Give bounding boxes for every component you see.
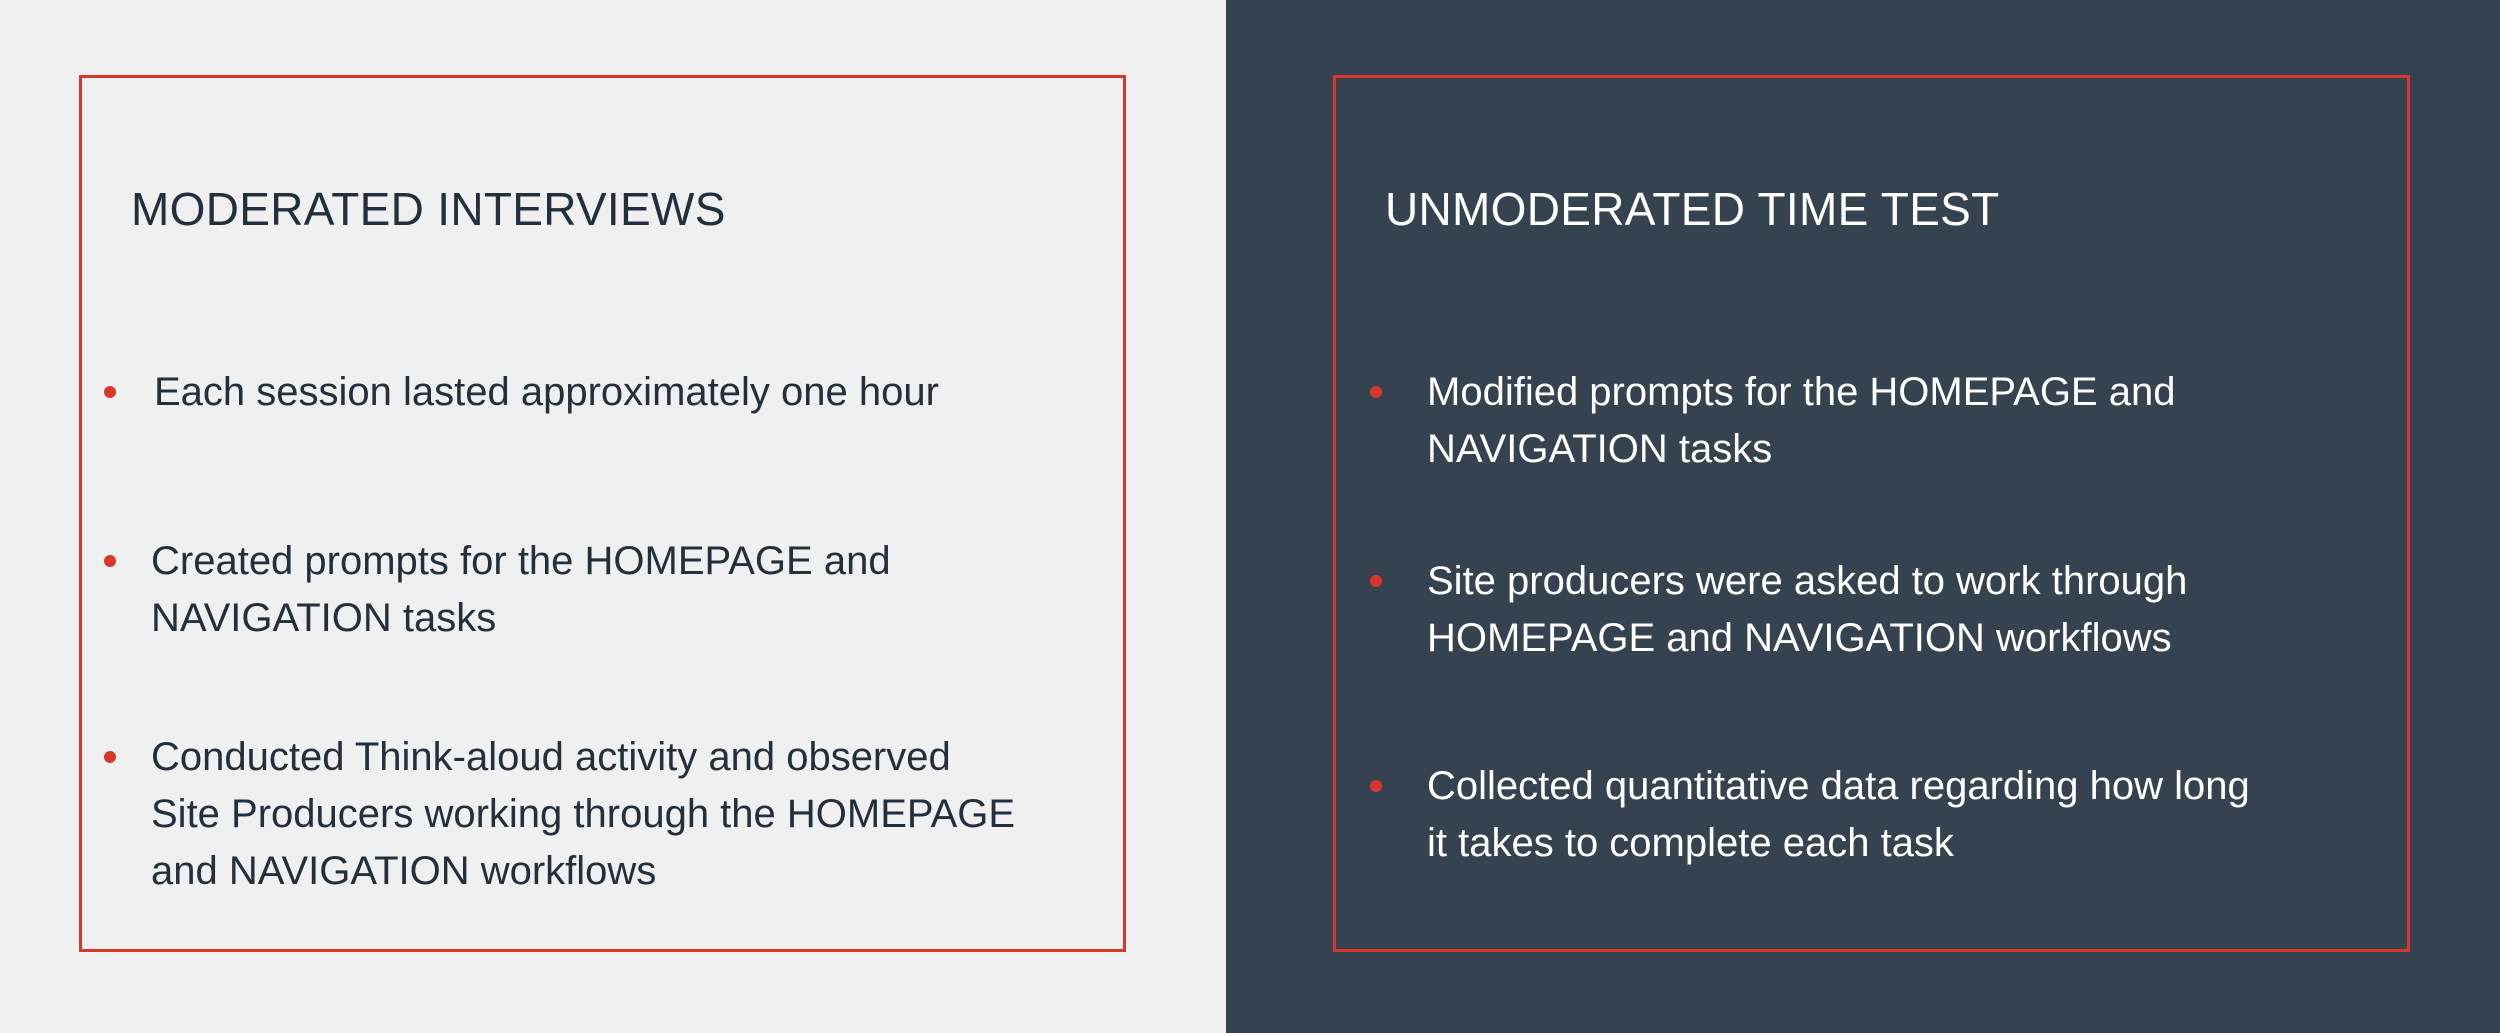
bullet-text-line: HOMEPAGE and NAVIGATION workflows (1427, 616, 2172, 660)
moderated-interviews-card (79, 75, 1126, 952)
bullet-text-line: Collected quantitative data regarding how long (1427, 764, 2250, 808)
bullet-text-line: Created prompts for the HOMEPAGE and (151, 539, 891, 583)
bullet-text-line: NAVIGATION tasks (1427, 427, 1773, 471)
bullet-text-line: Conducted Think-aloud activity and observed (151, 735, 951, 779)
bullet-text-line: Modified prompts for the HOMEPAGE and (1427, 370, 2176, 414)
bullet-text-line: Site producers were asked to work through (1427, 559, 2188, 603)
bullet-dot-icon (1370, 575, 1382, 587)
card-title: MODERATED INTERVIEWS (131, 183, 726, 235)
bullet-dot-icon (1370, 780, 1382, 792)
bullet-text-line: and NAVIGATION workflows (151, 849, 657, 893)
bullet-dot-icon (104, 555, 116, 567)
bullet-text-line: Each session lasted approximately one hour (154, 370, 939, 414)
bullet-dot-icon (104, 386, 116, 398)
bullet-text-line: it takes to complete each task (1427, 821, 1954, 865)
bullet-dot-icon (1370, 386, 1382, 398)
bullet-text-line: Site Producers working through the HOMEPAGE (151, 792, 1016, 836)
bullet-text-line: NAVIGATION tasks (151, 596, 497, 640)
unmoderated-time-test-card (1333, 75, 2410, 952)
bullet-dot-icon (104, 751, 116, 763)
card-title: UNMODERATED TIME TEST (1385, 183, 2000, 235)
